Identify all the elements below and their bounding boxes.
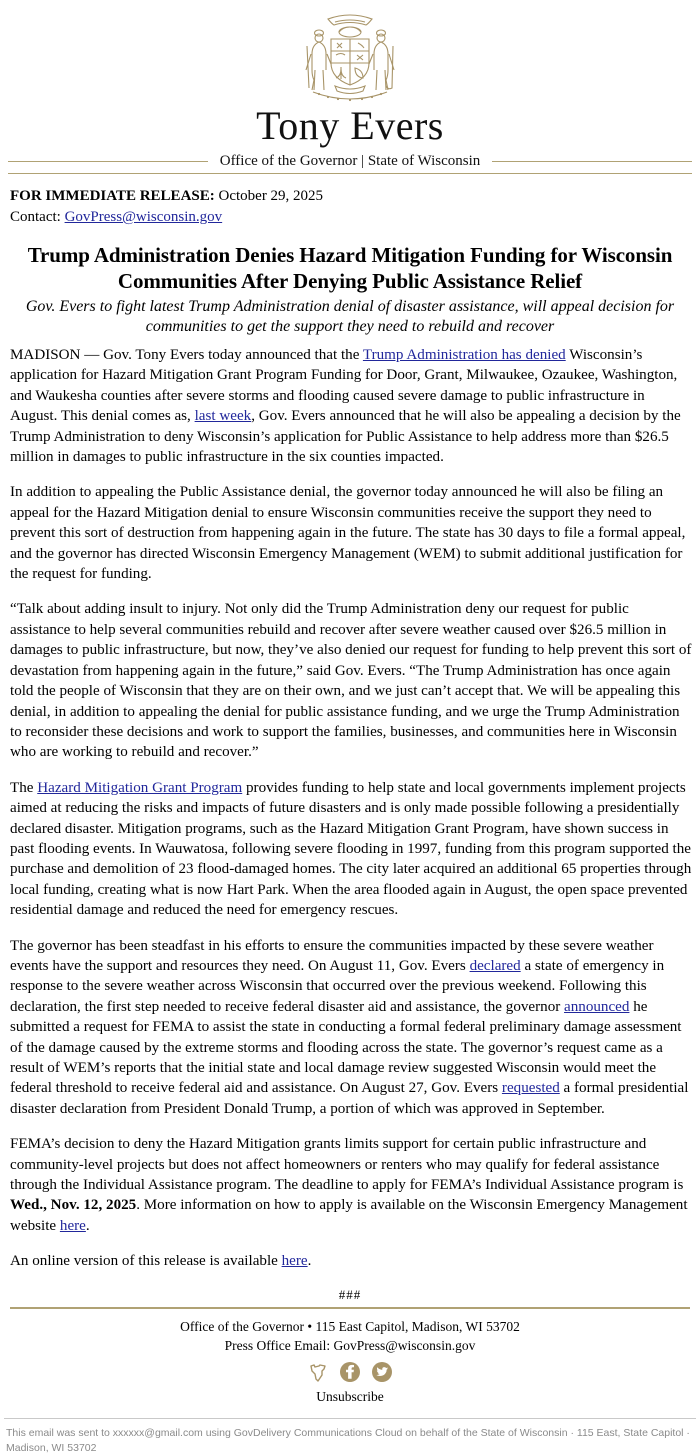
wem-website-here-link[interactable]: here — [59, 1217, 86, 1234]
online-version-here-link[interactable]: here — [281, 1253, 308, 1270]
footer-address: Office of the Governor • 115 East Capitol, Madison, WI 53702 — [180, 1318, 520, 1334]
paragraph-5-text-c: he submitted a request for FEMA to assist the state in conducting a formal federal preliminary damage assessment of the damage caused by the extreme storms and flooding across the state. The governor’s request came as a result of WEM’s reports that the initial state and local damage review suggested Wisconsin would meet the federal threshold to receive federal aid and assistance. On August 27, Gov. Evers — [10, 998, 682, 1097]
footer-contact-block — [0, 1309, 700, 1355]
hazard-mitigation-grant-program-link[interactable]: Hazard Mitigation Grant Program — [37, 779, 243, 796]
wisconsin-state-seal-icon — [297, 6, 403, 102]
paragraph-2: In addition to appealing the Public Assistance denial, the governor today announced he will also be filing an appeal for the Hazard Mitigation denial to ensure Wisconsin communities receive the support they need to prevent this sort of destruction from happening again in the future. The state has 30 days to file a formal appeal, and the governor has directed Wisconsin Emergency Management (WEM) to submit additional justification for the request for funding. — [10, 484, 686, 583]
social-links-row — [0, 1361, 700, 1383]
twitter-icon[interactable] — [371, 1361, 393, 1383]
paragraph-6 — [10, 1134, 692, 1236]
paragraph-1-text-b: Wisconsin’s application for Hazard Mitigation Grant Program Funding for Door, Grant, Milwaukee, Ozaukee, Washington, and Waukesha counties after severe storms and flooding caused severe damage to public infrastructure in August. This denial comes as, — [10, 347, 678, 425]
release-label: FOR IMMEDIATE RELEASE: — [10, 188, 215, 204]
facebook-icon[interactable] — [339, 1361, 361, 1383]
release-body — [0, 337, 700, 1272]
paragraph-1-text-c: , Gov. Evers announced that he will also be appealing a decision by the Trump Administration to deny Wisconsin’s application for Public Assistance to help address more than $26.5 million in damages to public infrastructure in the six counties impacted. — [10, 408, 681, 466]
paragraph-1-text-a: MADISON — Gov. Tony Evers today announced that the — [10, 347, 363, 363]
paragraph-6-text-a: FEMA’s decision to deny the Hazard Mitigation grants limits support for certain public infrastructure and community-level projects but does not affect homeowners or renters who may qualify for federal assistance through the Individual Assistance program. The deadline to apply for FEMA’s Individual Assistance program is — [10, 1136, 684, 1194]
paragraph-7-text-a: An online version of this release is available — [10, 1253, 282, 1270]
paragraph-4-text-b: provides funding to help state and local governments implement projects aimed at reducing the risks and impacts of future disasters and is only made possible following a presidentially declared disaster. Mitigation programs, such as the Hazard Mitigation Grant Program, have shown success in past flooding events. In Wauwatosa, following severe flooding in 1997, funding from this program supported the purchase and demolition of 23 flood-damaged homes. The city later acquired an additional 65 properties through local funding, creating what is now Hart Park. When the area flooded again in August, the open space prevented residential damage and reduced the need for emergency rescues. — [10, 779, 692, 919]
last-week-link[interactable]: last week — [194, 408, 252, 425]
paragraph-6-text-b: . More information on how to apply is available on the Wisconsin Emergency Management website — [10, 1197, 688, 1234]
masthead-subtitle-row — [0, 152, 700, 170]
contact-label: Contact: — [10, 209, 65, 225]
paragraph-3-quote: “Talk about adding insult to injury. Not only did the Trump Administration deny our request for public assistance to help several communities rebuild and recover after severe weather caused over $26.5 million in damages to public infrastructure, but now, they’ve also denied our request for funding to help prevent this sort of devastation from happening again in the future,” said Gov. Evers. “The Trump Administration has once again told the people of Wisconsin that they are on their own, and we just can’t accept that. We will be appealing this denial, in addition to appealing the denial for public assistance funding, and we urge the Trump Administration to reconsider these decisions and work to support the families, businesses, and communities here in Wisconsin who are working to rebuild and recover.” — [10, 601, 692, 761]
release-date-line — [10, 186, 690, 207]
trump-administration-denied-link[interactable]: Trump Administration has denied — [362, 347, 566, 363]
masthead — [0, 0, 700, 174]
end-marker: ### — [338, 1286, 362, 1302]
contact-line — [10, 207, 690, 228]
wisconsin-outline-icon[interactable] — [307, 1361, 329, 1383]
footer-press-email: Press Office Email: GovPress@wisconsin.gov — [224, 1337, 476, 1353]
paragraph-5 — [10, 936, 692, 1120]
governor-name: Tony Evers — [256, 103, 444, 148]
release-date: October 29, 2025 — [214, 188, 324, 204]
paragraph-5-text-b: a state of emergency in response to the severe weather across Wisconsin that occurred over the previous weekend. Following this declaration, the first step needed to receive federal disaster aid and assistance, the governor — [10, 957, 665, 1015]
page-title: Trump Administration Denies Hazard Mitigation Funding for Wisconsin Communities After Denying Public Assistance Relief — [27, 243, 673, 293]
announced-link[interactable]: announced — [564, 998, 630, 1015]
paragraph-7-text-b: . — [307, 1253, 312, 1270]
paragraph-1 — [10, 345, 692, 467]
paragraph-7 — [10, 1251, 692, 1271]
contact-email-link[interactable]: GovPress@wisconsin.gov — [64, 209, 223, 225]
release-meta — [0, 174, 700, 228]
paragraph-4 — [10, 778, 692, 921]
divider-right — [492, 161, 692, 162]
masthead-subtitle: Office of the Governor | State of Wisconsin — [219, 153, 481, 169]
paragraph-5-text-d: a formal presidential disaster declaration from President Donald Trump, a portion of which was approved in September. — [10, 1080, 689, 1117]
requested-link[interactable]: requested — [501, 1080, 560, 1097]
declared-link[interactable]: declared — [469, 957, 521, 974]
divider-left — [8, 161, 208, 162]
govdelivery-footer-text: This email was sent to xxxxxx@gmail.com using GovDelivery Communications Cloud on behalf of the State of Wisconsin · 115 East, State Capitol · Madison, WI 53702 — [6, 1426, 690, 1454]
individual-assistance-deadline: Wed., Nov. 12, 2025 — [10, 1197, 137, 1214]
paragraph-4-text-a: The — [10, 779, 38, 796]
unsubscribe-link[interactable]: Unsubscribe — [316, 1388, 384, 1404]
subheadline: Gov. Evers to fight latest Trump Administration denial of disaster assistance, will appeal decision for communities to get the support they need to rebuild and recover — [25, 298, 675, 335]
paragraph-5-text-a: The governor has been steadfast in his efforts to ensure the communities impacted by these severe weather events have the support and resources they need. On August 11, Gov. Evers — [10, 937, 654, 974]
paragraph-6-text-c: . — [85, 1217, 90, 1234]
